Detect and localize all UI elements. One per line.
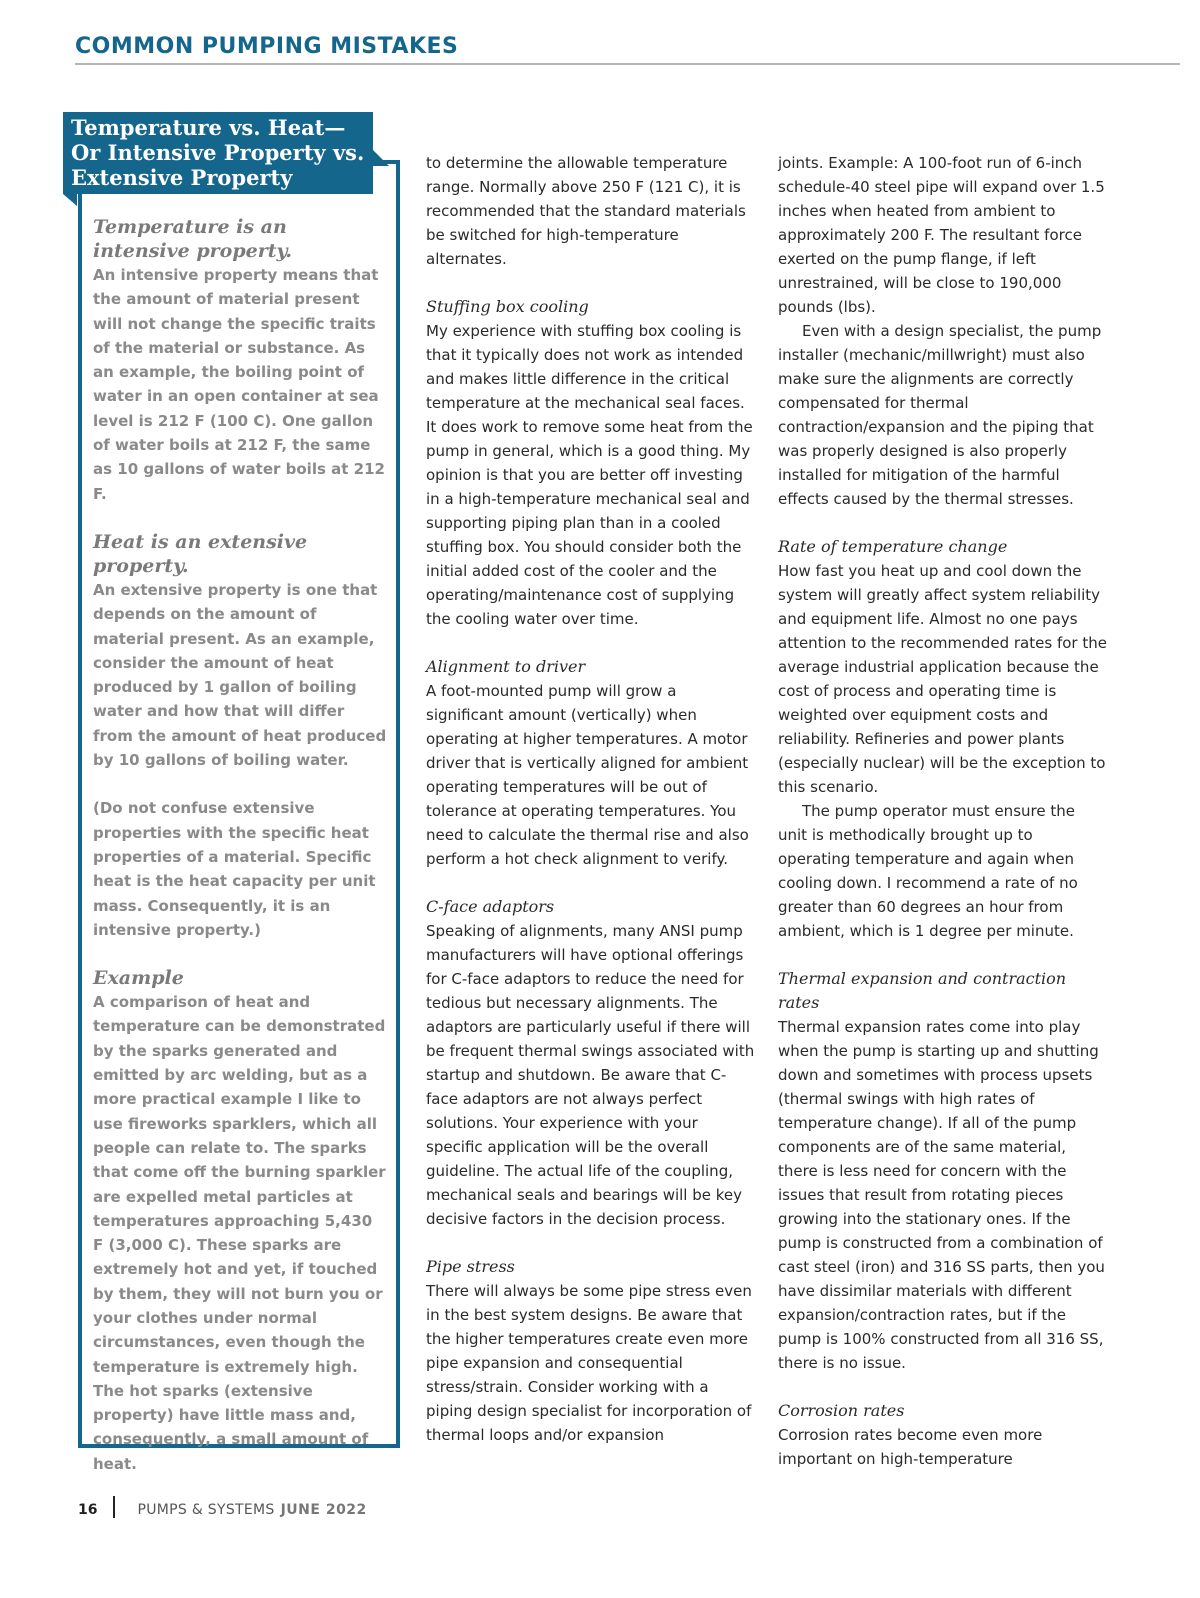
sidebar-paragraph: An extensive property is one that depends on the amount of material present. As an example, consider the amount of heat produced by 1 gallon of boiling water and how that will differ from the amount of heat produced by 10 gallons of boiling water.: [93, 580, 387, 770]
body-paragraph: Thermal expansion rates come into play when the pump is starting up and shutting down and sometimes with process upsets (thermal swings with high rates of temperature change). If all of the pump components are of the same material, there is less need for concern with the issues that result from rotating pieces growing into the stationary ones. If the pump is constructed from a combination of cast steel (iron) and 316 SS parts, then you have dissimilar materials with different expansion/contraction rates, but if the pump is 100% constructed from all 316 SS, there is no issue.: [778, 1018, 1105, 1372]
publication-name: PUMPS & SYSTEMS: [137, 1502, 275, 1518]
sidebar-paragraph: A comparison of heat and temperature can be demonstrated by the sparks generated and emitted by arc welding, but as a more practical example I like to use fireworks sparklers, which all people can relate to. The sparks that come off the burning sparkler are expelled metal particles at temperatures approaching 5,430 F (3,000 C). These sparks are extremely hot and yet, if touched by them, they will not burn you or your clothes under normal circumstances, even though the temperature is extremely high. The hot sparks (extensive property) have little mass and, consequently, a small amount of heat.: [93, 993, 386, 1473]
header-divider: [75, 63, 1180, 65]
sidebar-content: [93, 215, 387, 1476]
page-number: 16: [78, 1502, 98, 1518]
article-column-1: [426, 151, 756, 1447]
issue-date: JUNE 2022: [280, 1502, 367, 1518]
subheading: Pipe stress: [426, 1257, 515, 1276]
subheading: Corrosion rates: [778, 1401, 905, 1420]
sidebar-title: Temperature vs. Heat— Or Intensive Property vs. Extensive Property: [71, 115, 365, 190]
sidebar-paragraph: An intensive property means that the amount of material present will not change the specific traits of the material or substance. As an example, the boiling point of water in an open container at sea level is 212 F (100 C). One gallon of water boils at 212 F, the same as 10 gallons of water boils at 212 F.: [93, 266, 385, 503]
sidebar-note: (Do not confuse extensive properties with the specific heat properties of a material. Specific heat is the heat capacity per unit mass. Consequently, it is an intensive property.): [93, 799, 376, 939]
body-paragraph: The pump operator must ensure the unit is methodically brought up to operating temperature and again when cooling down. I recommend a rate of no greater than 60 degrees an hour from ambient, which is 1 degree per minute.: [778, 802, 1078, 940]
body-paragraph: joints. Example: A 100-foot run of 6-inch schedule-40 steel pipe will expand over 1.5 inches when heated from ambient to approximately 200 F. The resultant force exerted on the pump flange, if left unrestrained, will be close to 190,000 pounds (lbs).: [778, 154, 1105, 316]
sidebar-heading: Heat is an extensive property.: [93, 530, 308, 577]
body-paragraph: There will always be some pipe stress even in the best system designs. Be aware that the higher temperatures create even more pipe expansion and consequential stress/strain. Consider working with a piping design specialist for incorporation of thermal loops and/or expansion: [426, 1282, 752, 1444]
subheading: Rate of temperature change: [778, 537, 1008, 556]
body-paragraph: Corrosion rates become even more important on high-temperature: [778, 1426, 1043, 1468]
body-paragraph: to determine the allowable temperature range. Normally above 250 F (121 C), it is recommended that the standard materials be switched for high-temperature alternates.: [426, 154, 746, 268]
subheading: Alignment to driver: [426, 657, 586, 676]
sidebar-banner-fold: [373, 150, 389, 166]
sidebar-banner-notch: [63, 194, 77, 206]
body-paragraph: How fast you heat up and cool down the system will greatly affect system reliability and equipment life. Almost no one pays attention to the recommended rates for the average industrial application because the cost of process and operating time is weighted over equipment costs and reliability. Refineries and power plants (especially nuclear) will be the exception to this scenario.: [778, 562, 1107, 796]
section-header: COMMON PUMPING MISTAKES: [75, 34, 459, 59]
body-paragraph: A foot-mounted pump will grow a significant amount (vertically) when operating at higher temperatures. A motor driver that is vertically aligned for ambient operating temperatures will be out of tolerance at operating temperatures. You need to calculate the thermal rise and also perform a hot check alignment to verify.: [426, 682, 749, 868]
article-column-2: [778, 151, 1108, 1471]
subheading: C-face adaptors: [426, 897, 555, 916]
subheading: Stuffing box cooling: [426, 297, 589, 316]
body-paragraph: Speaking of alignments, many ANSI pump manufacturers will have optional offerings for C-face adaptors to reduce the need for tedious but necessary alignments. The adaptors are particularly useful if there will be frequent thermal swings associated with startup and shutdown. Be aware that C-face adaptors are not always perfect solutions. Your experience with your specific application will be the overall guideline. The actual life of the coupling, mechanical seals and bearings will be key decisive factors in the decision process.: [426, 922, 755, 1228]
sidebar-heading: Temperature is an intensive property.: [93, 216, 292, 262]
body-paragraph: My experience with stuffing box cooling is that it typically does not work as intended and makes little difference in the critical temperature at the mechanical seal faces. It does work to remove some heat from the pump in general, which is a good thing. My opinion is that you are better off investing in a high-temperature mechanical seal and supporting piping plan than in a cooled stuffing box. You should consider both the initial added cost of the cooler and the operating/maintenance cost of supplying the cooling water over time.: [426, 322, 753, 628]
footer-divider: [113, 1496, 115, 1518]
page-footer: [78, 1499, 367, 1521]
sidebar-heading: Example: [93, 967, 184, 990]
subheading: Thermal expansion and contraction rates: [778, 969, 1067, 1012]
body-paragraph: Even with a design specialist, the pump installer (mechanic/millwright) must also make sure the alignments are correctly compensated for thermal contraction/expansion and the piping that was properly designed is also properly installed for mitigation of the harmful effects caused by the thermal stresses.: [778, 322, 1102, 508]
